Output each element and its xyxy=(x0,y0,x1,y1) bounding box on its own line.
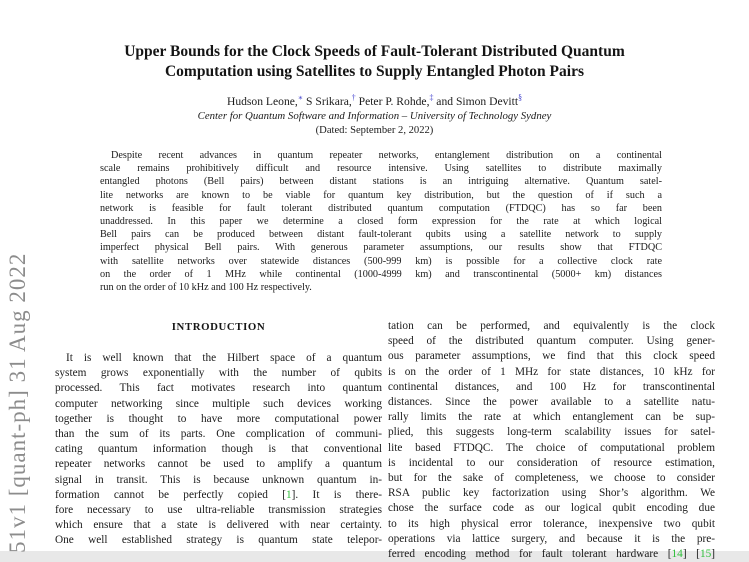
body-line: chose the surface code as our logical qubit encoding due xyxy=(388,502,715,515)
body-line: processed. This fact motivates research into quantum xyxy=(55,382,382,395)
body-line: It is well known that the Hilbert space of a quantum xyxy=(66,352,382,364)
body-columns xyxy=(55,319,716,561)
abstract-line: scale remains prohibitively difficult and resource intensive. Using satellites to distribute maximally xyxy=(100,163,662,175)
abstract-line: Despite recent advances in quantum repeater networks, entanglement distribution on a continental xyxy=(111,150,662,161)
abstract-line: unaddressed. In this paper we determine a closed form expression for the rate at which logical xyxy=(100,216,662,228)
body-line: continental distances, and 100 Hz for transcontinental xyxy=(388,380,715,393)
body-line: signal in transit. This is because unknown quantum in- xyxy=(55,473,382,486)
date-line: (Dated: September 2, 2022) xyxy=(315,125,434,136)
body-line: RSA public key factorization using Shor’s algorithm. We xyxy=(388,487,715,500)
title-line: Upper Bounds for the Clock Speeds of Fault-Tolerant Distributed Quantum xyxy=(124,43,625,60)
body-line: ferred encoding method for fault tolerant hardware [14] [15] xyxy=(388,548,716,561)
footnote-mark-link[interactable]: † xyxy=(351,93,356,103)
abstract-line: imperfect physical Bell pairs. With generous parameter assumptions, our results show that FTDQC xyxy=(100,242,662,254)
body-line: system grows exponentially with the number of qubits xyxy=(55,367,382,380)
body-line: but for the sake of completeness, we choose to consider xyxy=(388,472,715,485)
abstract-line: entangled photons (Bell pairs) between distant stations is an intriguing alternative. Quantum satel- xyxy=(100,176,662,188)
abstract-line: on the order of 1 MHz while continental (1000-4999 km) and transcontinental (5000+ km) distances xyxy=(100,268,662,280)
body-line: than the sum of its parts. One complication of communi- xyxy=(55,428,382,441)
citation-link[interactable]: 14 xyxy=(671,548,683,561)
authors-text: Hudson Leone,∗ S Srikara,† Peter P. Rohde,‡ and Simon Devitt§ xyxy=(226,93,523,108)
introduction-paragraph-left xyxy=(55,351,382,549)
abstract-line: network is feasible for fault tolerant distributed quantum computation (FTDQC) has so far been xyxy=(100,202,662,214)
footnote-mark-link[interactable]: ∗ xyxy=(297,93,304,103)
arxiv-watermark: 51v1 [quant-ph] 31 Aug 2022 xyxy=(5,252,30,553)
body-line: operations via lattice surgery, and because it is the pre- xyxy=(388,532,715,545)
body-line: cating quantum information though is that conventional xyxy=(55,443,382,456)
body-line: fore necessary to use ultra-reliable transmission strategies xyxy=(55,504,382,517)
abstract-line: with satellite networks over statewide distances (500-999 km) is possible for a collective clock rate xyxy=(100,255,662,267)
body-line: lite based FTDQC. The choice of computational problem xyxy=(388,441,715,454)
body-line: together is thought to have more computational power xyxy=(55,412,382,425)
body-line: tation can be performed, and equivalently is the clock xyxy=(388,320,715,332)
citation-link[interactable]: 1 xyxy=(285,488,292,501)
body-line: which ensure that a state is delivered with near certainty. xyxy=(55,519,382,532)
paper-header xyxy=(0,42,749,137)
abstract xyxy=(100,149,662,294)
title-line: Computation using Satellites to Supply Entangled Photon Pairs xyxy=(164,62,584,80)
body-line: rally limits the rate at which entanglement can be sup- xyxy=(388,411,715,424)
body-line: One well established strategy is quantum state telepor- xyxy=(55,534,382,547)
body-line: speed of the distributed quantum computer. Using gener- xyxy=(388,335,715,348)
body-line: plied, this suggests long-term scalability issues for satel- xyxy=(388,426,715,439)
body-line: distances. Since the power available to a satellite natu- xyxy=(388,396,715,409)
abstract-line: Bell pairs can be produced between distant fault-tolerant qubits using a satellite network to supply xyxy=(100,229,662,241)
abstract-line: run on the order of 10 kHz and 100 Hz respectively. xyxy=(100,282,312,294)
body-line: repeater networks cannot be used to amplify a quantum xyxy=(55,458,382,471)
authors-line xyxy=(0,95,749,109)
section-heading-introduction: INTRODUCTION xyxy=(171,321,266,333)
body-line: formation cannot be perfectly copied [1]. It is there- xyxy=(55,488,382,501)
column-left xyxy=(55,319,382,549)
abstract-line: lite networks are known to be viable for quantum key distribution, but the question of if such a xyxy=(100,189,662,201)
body-line: is on the order of 1 MHz for state distances, 10 kHz for xyxy=(388,365,715,378)
footnote-mark-link[interactable]: ‡ xyxy=(429,93,434,103)
body-line: computer networking since multiple such devices working xyxy=(55,397,382,410)
footnote-mark-link[interactable]: § xyxy=(518,93,523,103)
citation-link[interactable]: 15 xyxy=(699,548,712,561)
body-line: is incidental to our consideration of resource estimation, xyxy=(388,456,715,469)
column-right xyxy=(388,319,716,561)
body-line: ous parameter assumptions, we find that this clock speed xyxy=(388,350,715,363)
body-line: to its high physical error tolerance, inexpensive two qubit xyxy=(388,517,715,530)
paper-title xyxy=(0,42,749,81)
affiliation-line: Center for Quantum Software and Information – University of Technology Sydney xyxy=(197,110,552,122)
